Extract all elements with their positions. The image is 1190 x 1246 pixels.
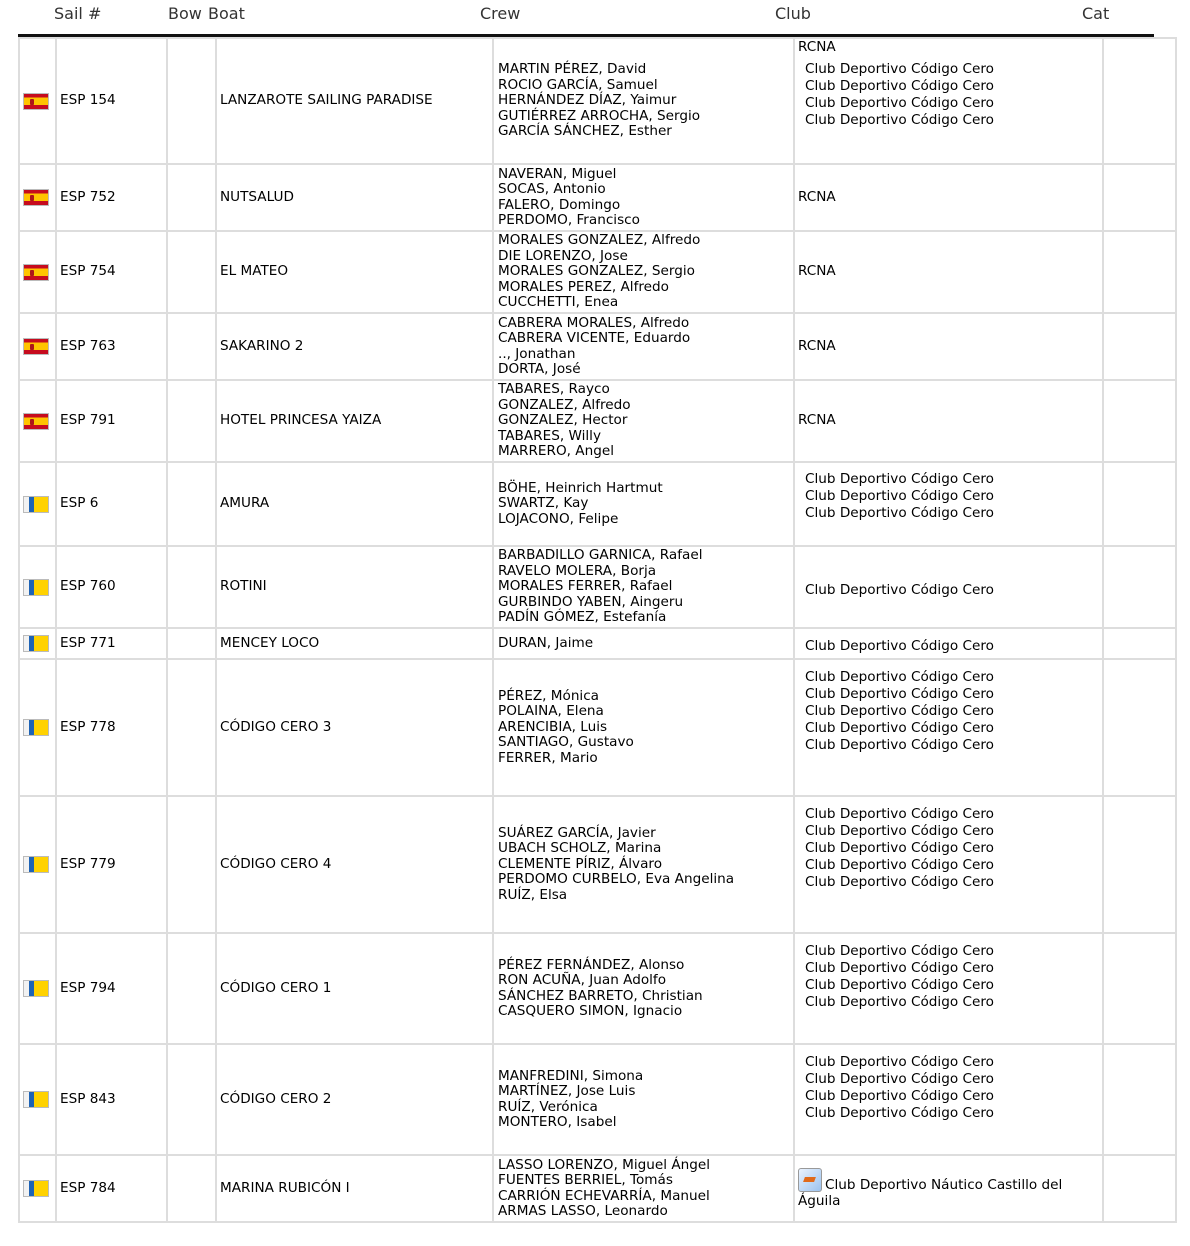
table-row [19, 462, 1176, 546]
boat-name: AMURA [216, 462, 493, 546]
crew-member: PÉREZ, Mónica [498, 687, 600, 704]
flag-cell [19, 38, 56, 164]
flag-cell [19, 1155, 56, 1222]
flag-cell [19, 628, 56, 659]
crew-member: MONTERO, Isabel [498, 1113, 617, 1130]
table-row [19, 796, 1176, 933]
crew-member: UBACH SCHOLZ, Marina [498, 840, 662, 857]
sail-number: ESP 843 [56, 1044, 167, 1155]
table-row [19, 659, 1176, 796]
club-logo-icon [798, 1168, 822, 1192]
crew-member: ARMAS LASSO, Leonardo [498, 1202, 668, 1219]
crew-member: RAVELO MOLERA, Borja [498, 562, 657, 579]
crew-list [493, 231, 794, 313]
sail-number: ESP 771 [56, 628, 167, 659]
crew-member: RUÍZ, Verónica [498, 1098, 598, 1115]
canary-islands-flag-icon [23, 496, 49, 513]
club-cell [794, 659, 1103, 796]
crew-member: SANTIAGO, Gustavo [498, 734, 634, 751]
crew-member: GONZALEZ, Alfredo [498, 396, 631, 413]
bow-number [167, 796, 216, 933]
category [1103, 38, 1176, 164]
club-member-name: Club Deportivo Código Cero [805, 737, 994, 753]
club-name: Águila [798, 1192, 841, 1209]
category [1103, 164, 1176, 231]
crew-list [493, 546, 794, 628]
crew-member: PERDOMO CURBELO, Eva Angelina [498, 871, 735, 888]
crew-member: MORALES FERRER, Rafael [498, 578, 673, 595]
bow-number [167, 1044, 216, 1155]
crew-list [493, 380, 794, 462]
spain-flag-icon [23, 189, 49, 206]
crew-member: PERDOMO, Francisco [498, 211, 640, 228]
sail-number: ESP 752 [56, 164, 167, 231]
category [1103, 546, 1176, 628]
crew-member: FALERO, Domingo [498, 196, 621, 213]
crew-member: MARRERO, Angel [498, 443, 614, 460]
club-member-name: Club Deportivo Código Cero [805, 840, 994, 856]
table-row [19, 231, 1176, 313]
crew-member: SÁNCHEZ BARRETO, Christian [498, 987, 703, 1004]
crew-member: .., Jonathan [498, 345, 576, 362]
bow-number [167, 659, 216, 796]
table-row [19, 1044, 1176, 1155]
club-member-name: Club Deportivo Código Cero [805, 112, 994, 129]
crew-list [493, 164, 794, 231]
header-bow: Bow [168, 4, 202, 23]
crew-member: SWARTZ, Kay [498, 495, 589, 512]
club-cell [794, 164, 1103, 231]
club-member-name: Club Deportivo Código Cero [805, 581, 994, 598]
flag-cell [19, 164, 56, 231]
club-member-name: Club Deportivo Código Cero [805, 823, 994, 839]
category [1103, 659, 1176, 796]
spain-flag-icon [23, 338, 49, 355]
crew-list [493, 659, 794, 796]
header-sail: Sail # [54, 4, 102, 23]
crew-member: NAVERAN, Miguel [498, 165, 617, 182]
club-member-name: Club Deportivo Código Cero [805, 806, 994, 822]
club-member-name: Club Deportivo Código Cero [805, 943, 994, 959]
crew-member: PÉREZ FERNÁNDEZ, Alonso [498, 956, 685, 973]
crew-member: ARENCIBIA, Luis [498, 718, 608, 735]
sail-number: ESP 760 [56, 546, 167, 628]
spain-flag-icon [23, 264, 49, 281]
club-cell [794, 796, 1103, 933]
boat-name: EL MATEO [216, 231, 493, 313]
bow-number [167, 462, 216, 546]
club-member-name: Club Deportivo Código Cero [805, 857, 994, 873]
header-crew: Crew [480, 4, 521, 23]
category [1103, 231, 1176, 313]
boat-name: NUTSALUD [216, 164, 493, 231]
table-row [19, 38, 1176, 164]
table-row [19, 628, 1176, 659]
crew-member: CABRERA MORALES, Alfredo [498, 314, 690, 331]
flag-cell [19, 462, 56, 546]
club-members-list [795, 61, 1102, 129]
table-row [19, 933, 1176, 1044]
crew-member: BARBADILLO GARNICA, Rafael [498, 547, 703, 564]
category [1103, 628, 1176, 659]
boat-name: MARINA RUBICÓN I [216, 1155, 493, 1222]
crew-member: PADÍN GÓMEZ, Estefanía [498, 609, 667, 626]
crew-list [493, 313, 794, 380]
club-cell [794, 380, 1103, 462]
crew-member: GARCÍA SÁNCHEZ, Esther [498, 123, 672, 140]
table-row [19, 380, 1176, 462]
boat-name: CÓDIGO CERO 4 [216, 796, 493, 933]
club-member-name: Club Deportivo Código Cero [805, 720, 994, 736]
flag-cell [19, 796, 56, 933]
bow-number [167, 546, 216, 628]
category [1103, 933, 1176, 1044]
club-member-name: Club Deportivo Código Cero [805, 638, 994, 654]
crew-member: MORALES GONZALEZ, Sergio [498, 263, 695, 280]
club-name: Club Deportivo Náutico Castillo del [825, 1177, 1063, 1194]
header-cat: Cat [1082, 4, 1110, 23]
club-member-name: Club Deportivo Código Cero [805, 505, 994, 521]
club-name: RCNA [798, 412, 836, 429]
club-members-list [795, 1054, 1102, 1122]
table-header [0, 0, 1190, 36]
crew-list [493, 38, 794, 164]
flag-cell [19, 659, 56, 796]
crew-member: DURAN, Jaime [498, 634, 594, 651]
category [1103, 1044, 1176, 1155]
club-members-list [795, 943, 1102, 1011]
bow-number [167, 313, 216, 380]
crew-member: CLEMENTE PÍRIZ, Álvaro [498, 855, 663, 872]
crew-member: MANFREDINI, Simona [498, 1067, 644, 1084]
canary-islands-flag-icon [23, 856, 49, 873]
club-cell [794, 1155, 1103, 1222]
club-cell [794, 1044, 1103, 1155]
crew-member: DIE LORENZO, Jose [498, 247, 628, 264]
crew-member: FUENTES BERRIEL, Tomás [498, 1172, 673, 1189]
boat-name: CÓDIGO CERO 3 [216, 659, 493, 796]
crew-list [493, 796, 794, 933]
club-member-name: Club Deportivo Código Cero [805, 1071, 994, 1087]
club-member-name: Club Deportivo Código Cero [805, 78, 994, 95]
club-cell [794, 462, 1103, 546]
club-members-list [795, 669, 1102, 754]
club-member-name: Club Deportivo Código Cero [805, 960, 994, 976]
club-member-name: Club Deportivo Código Cero [805, 874, 994, 890]
crew-member: MORALES GONZALEZ, Alfredo [498, 232, 701, 249]
crew-member: GONZALEZ, Hector [498, 412, 628, 429]
bow-number [167, 164, 216, 231]
club-cell [794, 933, 1103, 1044]
sail-number: ESP 791 [56, 380, 167, 462]
club-member-name: Club Deportivo Código Cero [805, 1054, 994, 1070]
flag-cell [19, 313, 56, 380]
flag-cell [19, 380, 56, 462]
crew-member: RON ACUÑA, Juan Adolfo [498, 972, 667, 989]
club-members-list [795, 638, 1102, 655]
category [1103, 380, 1176, 462]
table-row [19, 1155, 1176, 1222]
sail-number: ESP 794 [56, 933, 167, 1044]
club-cell [794, 313, 1103, 380]
crew-member: CARRIÓN ECHEVARRÍA, Manuel [498, 1187, 710, 1204]
club-members-list [795, 471, 1102, 522]
club-member-name: Club Deportivo Código Cero [805, 669, 994, 685]
crew-list [493, 1044, 794, 1155]
flag-cell [19, 546, 56, 628]
boat-name: CÓDIGO CERO 2 [216, 1044, 493, 1155]
club-member-name: Club Deportivo Código Cero [805, 471, 994, 487]
flag-cell [19, 1044, 56, 1155]
crew-member: POLAINA, Elena [498, 703, 604, 720]
club-member-name: Club Deportivo Código Cero [805, 686, 994, 702]
club-member-name: Club Deportivo Código Cero [805, 61, 994, 78]
sail-number: ESP 763 [56, 313, 167, 380]
boat-name: MENCEY LOCO [216, 628, 493, 659]
club-cell [794, 38, 1103, 164]
category [1103, 796, 1176, 933]
bow-number [167, 231, 216, 313]
canary-islands-flag-icon [23, 1091, 49, 1108]
crew-member: LASSO LORENZO, Miguel Ángel [498, 1156, 711, 1173]
crew-member: MARTIN PÉREZ, David [498, 61, 647, 78]
sail-number: ESP 6 [56, 462, 167, 546]
crew-member: MORALES PEREZ, Alfredo [498, 278, 669, 295]
crew-list [493, 462, 794, 546]
crew-member: GUTIÉRREZ ARROCHA, Sergio [498, 107, 701, 124]
crew-member: MARTÍNEZ, Jose Luis [498, 1083, 636, 1100]
club-name: RCNA [798, 39, 836, 55]
crew-member: FERRER, Mario [498, 749, 598, 766]
club-member-name: Club Deportivo Código Cero [805, 1088, 994, 1104]
table-row [19, 546, 1176, 628]
canary-islands-flag-icon [23, 1180, 49, 1197]
crew-list [493, 933, 794, 1044]
spain-flag-icon [23, 93, 49, 110]
header-club: Club [775, 4, 811, 23]
club-cell [794, 231, 1103, 313]
club-name: RCNA [798, 263, 836, 280]
boat-name: ROTINI [216, 546, 493, 628]
crew-member: CASQUERO SIMON, Ignacio [498, 1002, 683, 1019]
club-name: RCNA [798, 188, 836, 205]
boat-name: HOTEL PRINCESA YAIZA [216, 380, 493, 462]
category [1103, 313, 1176, 380]
club-member-name: Club Deportivo Código Cero [805, 977, 994, 993]
crew-member: RUÍZ, Elsa [498, 886, 568, 903]
crew-list [493, 1155, 794, 1222]
bow-number [167, 380, 216, 462]
crew-member: HERNÁNDEZ DÍAZ, Yaimur [498, 92, 677, 109]
club-name: RCNA [798, 337, 836, 354]
boat-name: LANZAROTE SAILING PARADISE [216, 38, 493, 164]
header-boat: Boat [208, 4, 245, 23]
table-row [19, 164, 1176, 231]
category [1103, 462, 1176, 546]
boat-name: SAKARINO 2 [216, 313, 493, 380]
club-cell [794, 628, 1103, 659]
crew-member: DORTA, José [498, 360, 581, 377]
crew-member: CABRERA VICENTE, Eduardo [498, 330, 691, 347]
flag-cell [19, 933, 56, 1044]
bow-number [167, 38, 216, 164]
club-cell [794, 546, 1103, 628]
category [1103, 1155, 1176, 1222]
bow-number [167, 933, 216, 1044]
sail-number: ESP 779 [56, 796, 167, 933]
club-member-name: Club Deportivo Código Cero [805, 1105, 994, 1121]
spain-flag-icon [23, 413, 49, 430]
crew-member: TABARES, Rayco [498, 381, 610, 398]
crew-member: CUCCHETTI, Enea [498, 294, 619, 311]
flag-cell [19, 231, 56, 313]
sail-number: ESP 778 [56, 659, 167, 796]
bow-number [167, 1155, 216, 1222]
table-row [19, 313, 1176, 380]
crew-member: ROCIO GARCÍA, Samuel [498, 76, 658, 93]
crew-member: GURBINDO YABEN, Aingeru [498, 593, 684, 610]
results-table [18, 37, 1177, 1223]
club-member-name: Club Deportivo Código Cero [805, 95, 994, 112]
club-members-list [795, 806, 1102, 891]
crew-member: TABARES, Willy [498, 427, 601, 444]
canary-islands-flag-icon [23, 980, 49, 997]
crew-member: LOJACONO, Felipe [498, 510, 619, 527]
sail-number: ESP 154 [56, 38, 167, 164]
bow-number [167, 628, 216, 659]
crew-list [493, 628, 794, 659]
sail-number: ESP 754 [56, 231, 167, 313]
canary-islands-flag-icon [23, 579, 49, 596]
boat-name: CÓDIGO CERO 1 [216, 933, 493, 1044]
canary-islands-flag-icon [23, 635, 49, 652]
crew-member: SOCAS, Antonio [498, 181, 606, 198]
club-members-list [795, 582, 1102, 599]
club-member-name: Club Deportivo Código Cero [805, 703, 994, 719]
crew-member: BÖHE, Heinrich Hartmut [498, 479, 663, 496]
club-member-name: Club Deportivo Código Cero [805, 488, 994, 504]
club-member-name: Club Deportivo Código Cero [805, 994, 994, 1010]
sail-number: ESP 784 [56, 1155, 167, 1222]
canary-islands-flag-icon [23, 719, 49, 736]
crew-member: SUÁREZ GARCÍA, Javier [498, 824, 656, 841]
